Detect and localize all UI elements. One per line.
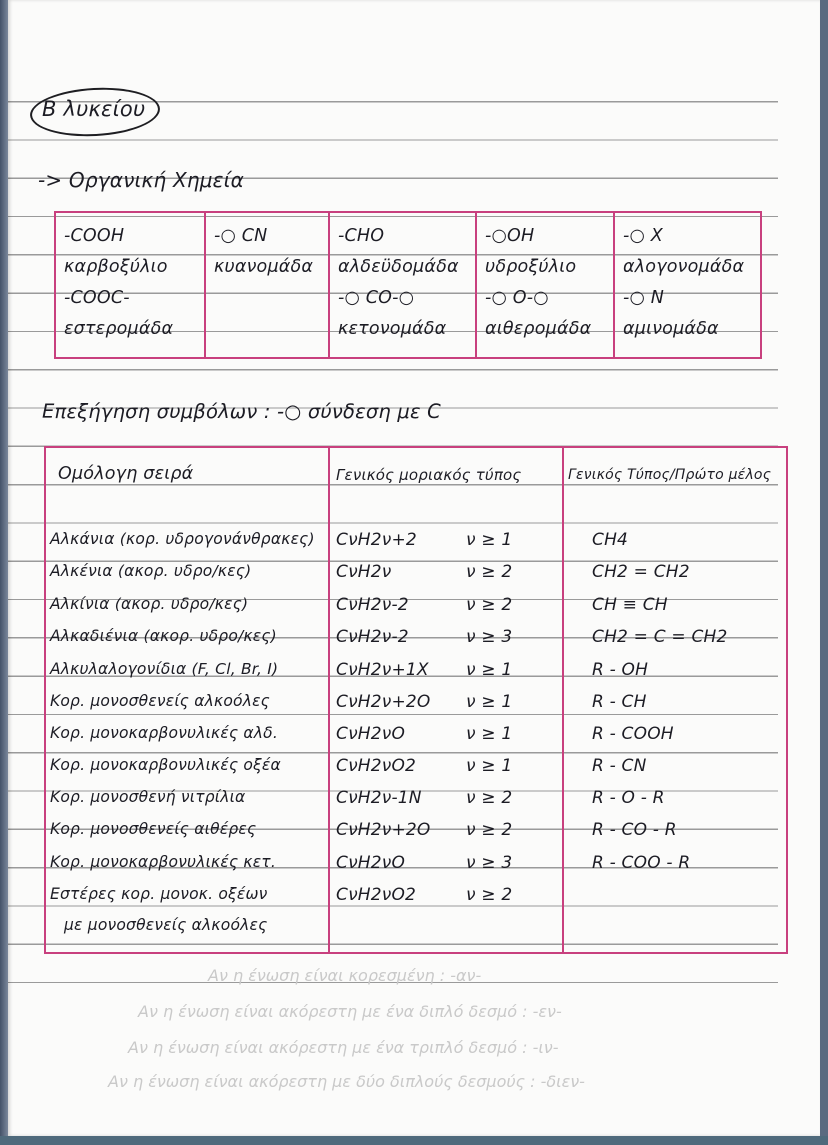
table-row [46,914,786,944]
first-member: CH4 [592,530,629,550]
series-name: Κορ. μονοσθενή νιτρίλια [50,788,246,806]
table-row [46,851,786,881]
condition: ν ≥ 1 [466,530,513,550]
group-formula: -○ CO-○ [338,288,415,308]
group-formula: -○ N [623,288,665,308]
group-name: κυανομάδα [214,257,314,277]
group-formula: -○ X [623,226,663,246]
group-formula: -CHO [338,226,385,246]
bleed-through-line: Αν η ένωση είναι ακόρεστη με ένα διπλό δεσμό : -εν- [138,1002,562,1021]
condition: ν ≥ 1 [466,756,513,776]
group-name: καρβοξύλιο [64,257,168,277]
molecular-formula: CνH2ν [336,562,392,582]
table-row [46,690,786,720]
group-formula: -COOC- [64,288,130,308]
functional-groups-table [54,211,762,359]
series-name: Αλκένια (ακορ. υδρο/κες) [50,562,252,580]
first-member: R - OH [592,660,649,680]
homologous-series-table [44,446,788,954]
series-name: Αλκάνια (κορ. υδρογονάνθρακες) [50,530,315,548]
series-name: με μονοσθενείς αλκοόλες [64,916,268,934]
table-row [46,818,786,848]
functional-group-cell [477,213,615,357]
functional-group-cell [615,213,760,357]
condition: ν ≥ 2 [466,788,513,808]
first-member: CH2 = C = CH2 [592,627,728,647]
notebook-binding-edge [0,0,8,1145]
condition: ν ≥ 1 [466,724,513,744]
first-member: R - COOH [592,724,674,744]
condition: ν ≥ 2 [466,595,513,615]
table-row [46,625,786,655]
group-name: αλδεϋδομάδα [338,257,459,277]
series-name: Αλκυλαλογονίδια (F, Cl, Br, I) [50,660,279,678]
group-name: κετονομάδα [338,319,447,339]
table-row [46,883,786,913]
molecular-formula: CνH2ν+2O [336,692,431,712]
first-member: R - O - R [592,788,665,808]
notebook-page [8,0,820,1136]
molecular-formula: CνH2ν-2 [336,627,409,647]
series-name: Κορ. μονοκαρβονυλικές αλδ. [50,724,278,742]
molecular-formula: CνH2νO [336,724,406,744]
functional-group-cell [56,213,206,357]
series-name: Κορ. μονοσθενείς αλκοόλες [50,692,270,710]
first-member: R - CO - R [592,820,677,840]
molecular-formula: CνH2ν+1X [336,660,429,680]
table-row [46,560,786,590]
table-row [46,754,786,784]
molecular-formula: CνH2νO [336,853,406,873]
condition: ν ≥ 3 [466,627,513,647]
table-row [46,786,786,816]
group-name: αμινομάδα [623,319,719,339]
series-name: Αλκαδιένια (ακορ. υδρο/κες) [50,627,277,645]
page-title: Β λυκείου [42,97,146,121]
table-row [46,658,786,688]
functional-group-cell [206,213,330,357]
first-member: R - CN [592,756,647,776]
series-name: Κορ. μονοκαρβονυλικές κετ. [50,853,276,871]
functional-group-cell [330,213,477,357]
table-row [46,593,786,623]
group-formula: -○ O-○ [485,288,549,308]
series-name: Κορ. μονοσθενείς αιθέρες [50,820,257,838]
group-formula: -○ CN [214,226,268,246]
condition: ν ≥ 1 [466,660,513,680]
group-formula: -○OH [485,226,535,246]
molecular-formula: CνH2ν+2O [336,820,431,840]
group-name: αιθερομάδα [485,319,592,339]
table-row [46,528,786,558]
group-name: εστερομάδα [64,319,174,339]
series-name: Αλκίνια (ακορ. υδρο/κες) [50,595,249,613]
first-member: R - COO - R [592,853,691,873]
bleed-through-line: Αν η ένωση είναι ακόρεστη με ένα τριπλό δεσμό : -ιν- [128,1038,559,1057]
condition: ν ≥ 2 [466,820,513,840]
header-series: Ομόλογη σειρά [58,464,194,484]
molecular-formula: CνH2νO2 [336,885,417,905]
table-row [46,722,786,752]
bleed-through-line: Αν η ένωση είναι ακόρεστη με δύο διπλούς δεσμούς : -διεν- [108,1072,585,1091]
first-member: R - CH [592,692,647,712]
first-member: CH2 = CH2 [592,562,690,582]
molecular-formula: CνH2νO2 [336,756,417,776]
condition: ν ≥ 1 [466,692,513,712]
molecular-formula: CνH2ν-2 [336,595,409,615]
molecular-formula: CνH2ν-1N [336,788,422,808]
symbol-legend: Επεξήγηση συμβόλων : -○ σύνδεση με C [42,400,441,423]
series-name: Εστέρες κορ. μονοκ. οξέων [50,885,268,903]
desk-surface [0,1136,828,1145]
group-name: υδροξύλιο [485,257,577,277]
molecular-formula: CνH2ν+2 [336,530,417,550]
group-formula: -COOH [64,226,125,246]
condition: ν ≥ 3 [466,853,513,873]
section-heading: -> Οργανική Χημεία [38,168,245,192]
header-formula: Γενικός μοριακός τύπος [336,466,522,484]
group-name: αλογονομάδα [623,257,745,277]
condition: ν ≥ 2 [466,562,513,582]
header-first-member: Γενικός Τύπος/Πρώτο μέλος [568,467,772,483]
condition: ν ≥ 2 [466,885,513,905]
first-member: CH ≡ CH [592,595,668,615]
bleed-through-line: Αν η ένωση είναι κορεσμένη : -αν- [208,966,482,985]
series-name: Κορ. μονοκαρβονυλικές οξέα [50,756,281,774]
